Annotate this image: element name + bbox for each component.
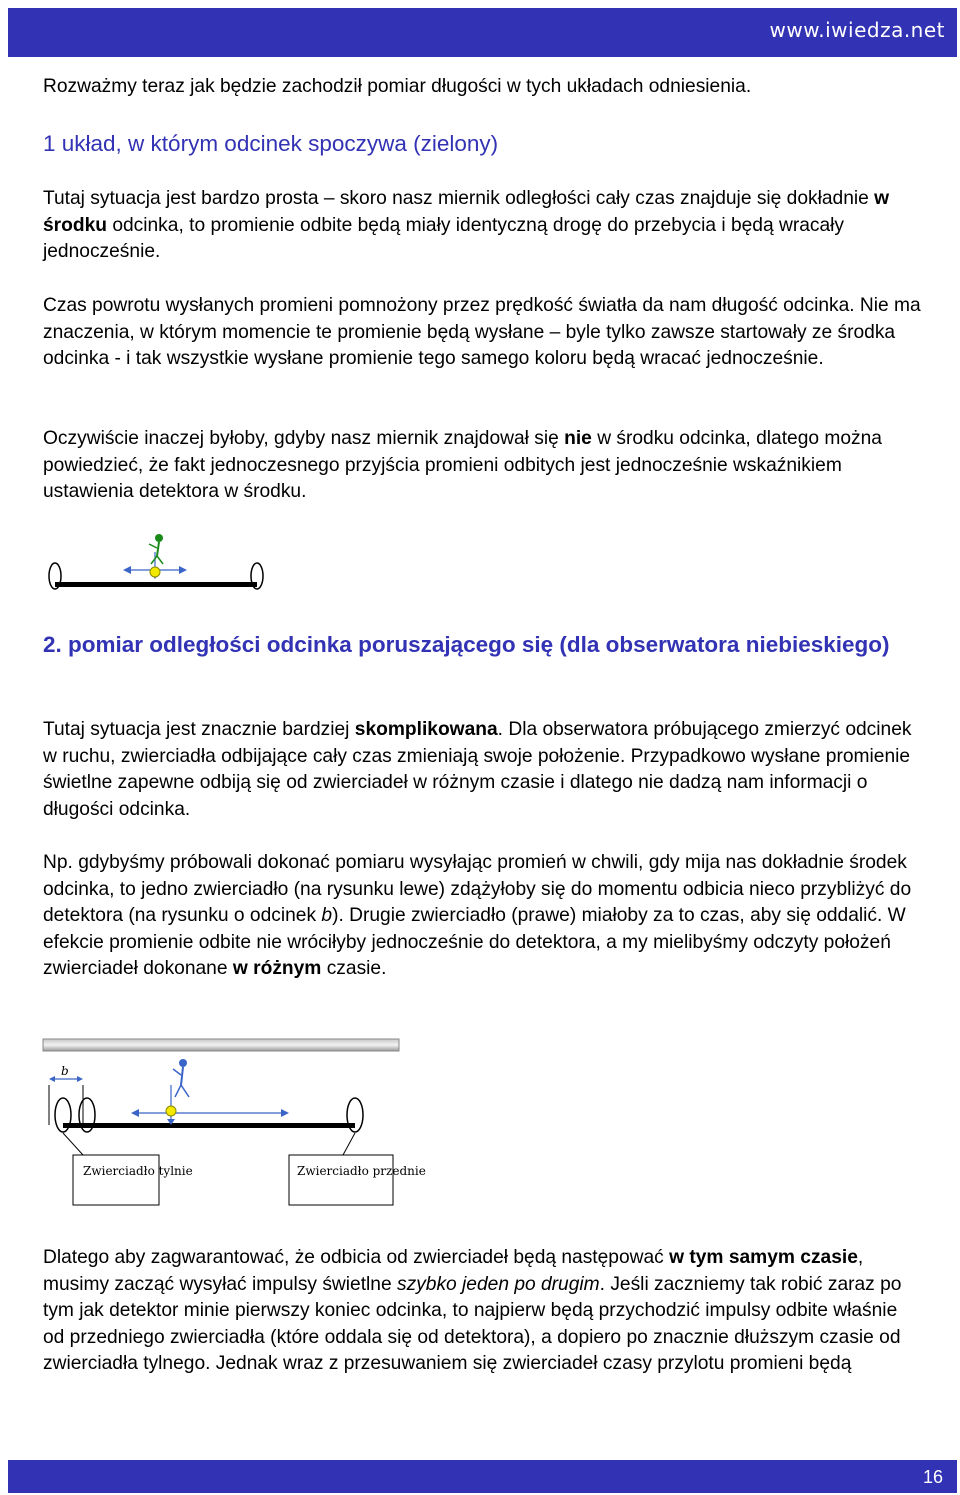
bold-text: w tym samym czasie <box>669 1247 858 1268</box>
label-b: b <box>61 1064 69 1078</box>
text-span: Oczywiście inaczej byłoby, gdyby nasz miernik znajdował się <box>43 428 565 449</box>
text-span: . Dla obserwatora próbującego zmierzyć odcinek w ruchu, zwierciadła odbijające cały czas zmieniają swoje położenie. Przypadkowo wysłane promienie świetlne zapewne odbiją się od zwierciadeł w różnym czasie i dlatego nie dadzą nam informacji o długości odcinka. <box>43 719 912 820</box>
bold-text: w środku <box>43 188 890 236</box>
text-span: czasie. <box>321 958 387 979</box>
figure-moving-segment <box>43 1035 426 1209</box>
segment-bar <box>55 582 257 587</box>
text-span: Tutaj sytuacja jest bardzo prosta – skoro nasz miernik odległości cały czas znajduje się dokładnie <box>43 188 875 209</box>
bold-text: skomplikowana <box>354 719 498 740</box>
front-mirror-label: Zwierciadło przednie <box>297 1164 426 1178</box>
text-span: , musimy zacząć wysyłać impulsy świetlne <box>43 1247 864 1295</box>
section1-heading: 1 układ, w którym odcinek spoczywa (zielony) <box>43 131 499 156</box>
detector-icon <box>150 567 160 577</box>
section1-paragraph-2: Czas powrotu wysłanych promieni pomnożony przez prędkość światła da nam długość odcinka. Nie ma znaczenia, w którym momencie te promienie będą wysłane – byle tylko zawsze startowały ze środka odcinka - i tak wszystkie wysłane promienie tego samego koloru będą wracać jednocześnie. <box>43 295 921 369</box>
section1-paragraph-1 <box>43 186 923 266</box>
text-span: Tutaj sytuacja jest znacznie bardziej <box>43 719 355 740</box>
rear-mirror-label: Zwierciadło tylnie <box>83 1164 193 1178</box>
moving-segment-bar-top <box>43 1039 399 1051</box>
green-observer-icon <box>149 534 163 564</box>
italic-text: b <box>321 905 333 926</box>
footer-bar <box>8 1460 957 1493</box>
text-span: . Jeśli zaczniemy tak robić zaraz po tym jak detektor minie pierwszy koniec odcinka, to najpierw będą przychodzić impulsy odbite właśnie od przedniego zwierciadła (które oddala się od detektora), a dopiero po znacznie dłuższym czasie od zwierciadła tylnego. Jednak wraz z przesuwaniem się zwierciadeł czasy przylotu promieni będą <box>43 1273 902 1374</box>
site-url[interactable]: www.iwiedza.net <box>769 18 945 42</box>
bold-text: nie <box>564 428 592 449</box>
figure-resting-segment <box>43 530 273 596</box>
header-bar <box>8 8 957 57</box>
section2-heading: 2. pomiar odległości odcinka poruszającego się (dla obserwatora niebieskiego) <box>43 632 890 657</box>
section1-paragraph-3 <box>43 426 923 506</box>
intro-paragraph: Rozważmy teraz jak będzie zachodził pomiar długości w tych układach odniesienia. <box>43 76 752 97</box>
bold-text: w różnym <box>232 958 322 979</box>
moving-segment-bar <box>63 1123 355 1128</box>
blue-observer-icon <box>173 1059 189 1097</box>
text-span: Np. gdybyśmy próbowali dokonać pomiaru wysyłając promień w chwili, gdy mija nas dokładnie środek odcinka, to jedno zwierciadło (na rysunku lewe) zdążyłoby się do momentu odbicia nieco przybliżyć do detektora (na rysunku o odcinek <box>43 852 912 926</box>
svg-text:Zwierciadło przednie <box>297 1164 426 1178</box>
svg-text:Zwierciadło tylnie <box>83 1164 193 1178</box>
light-ray-arrows <box>131 1085 289 1125</box>
rear-mirror-callout <box>63 1133 193 1205</box>
b-dimension-marker <box>49 1064 83 1125</box>
text-span: ). Drugie zwierciadło (prawe) miałoby za to czas, aby się oddalić. W efekcie promienie odbite nie wróciłyby jednocześnie do detektora, a my mielibyśmy odczyty położeń zwierciadeł dokonane <box>43 905 906 979</box>
section2-paragraph-2 <box>43 850 923 983</box>
section2-paragraph-1 <box>43 717 923 823</box>
page-number: 16 <box>922 1467 943 1487</box>
text-span: odcinka, to promienie odbite będą miały identyczną drogę do przebycia i będą wracały jednocześnie. <box>43 214 844 262</box>
detector-icon <box>166 1106 176 1116</box>
section2-paragraph-3 <box>43 1245 923 1378</box>
front-mirror-callout <box>289 1133 426 1205</box>
text-span: w środku odcinka, dlatego można powiedzieć, że fakt jednoczesnego przyjścia promieni odbitych jest jednocześnie wskaźnikiem ustawienia detektora w środku. <box>43 428 882 502</box>
text-span: Dlatego aby zagwarantować, że odbicia od zwierciadeł będą następować <box>43 1247 670 1268</box>
italic-text: szybko jeden po drugim <box>397 1273 600 1295</box>
